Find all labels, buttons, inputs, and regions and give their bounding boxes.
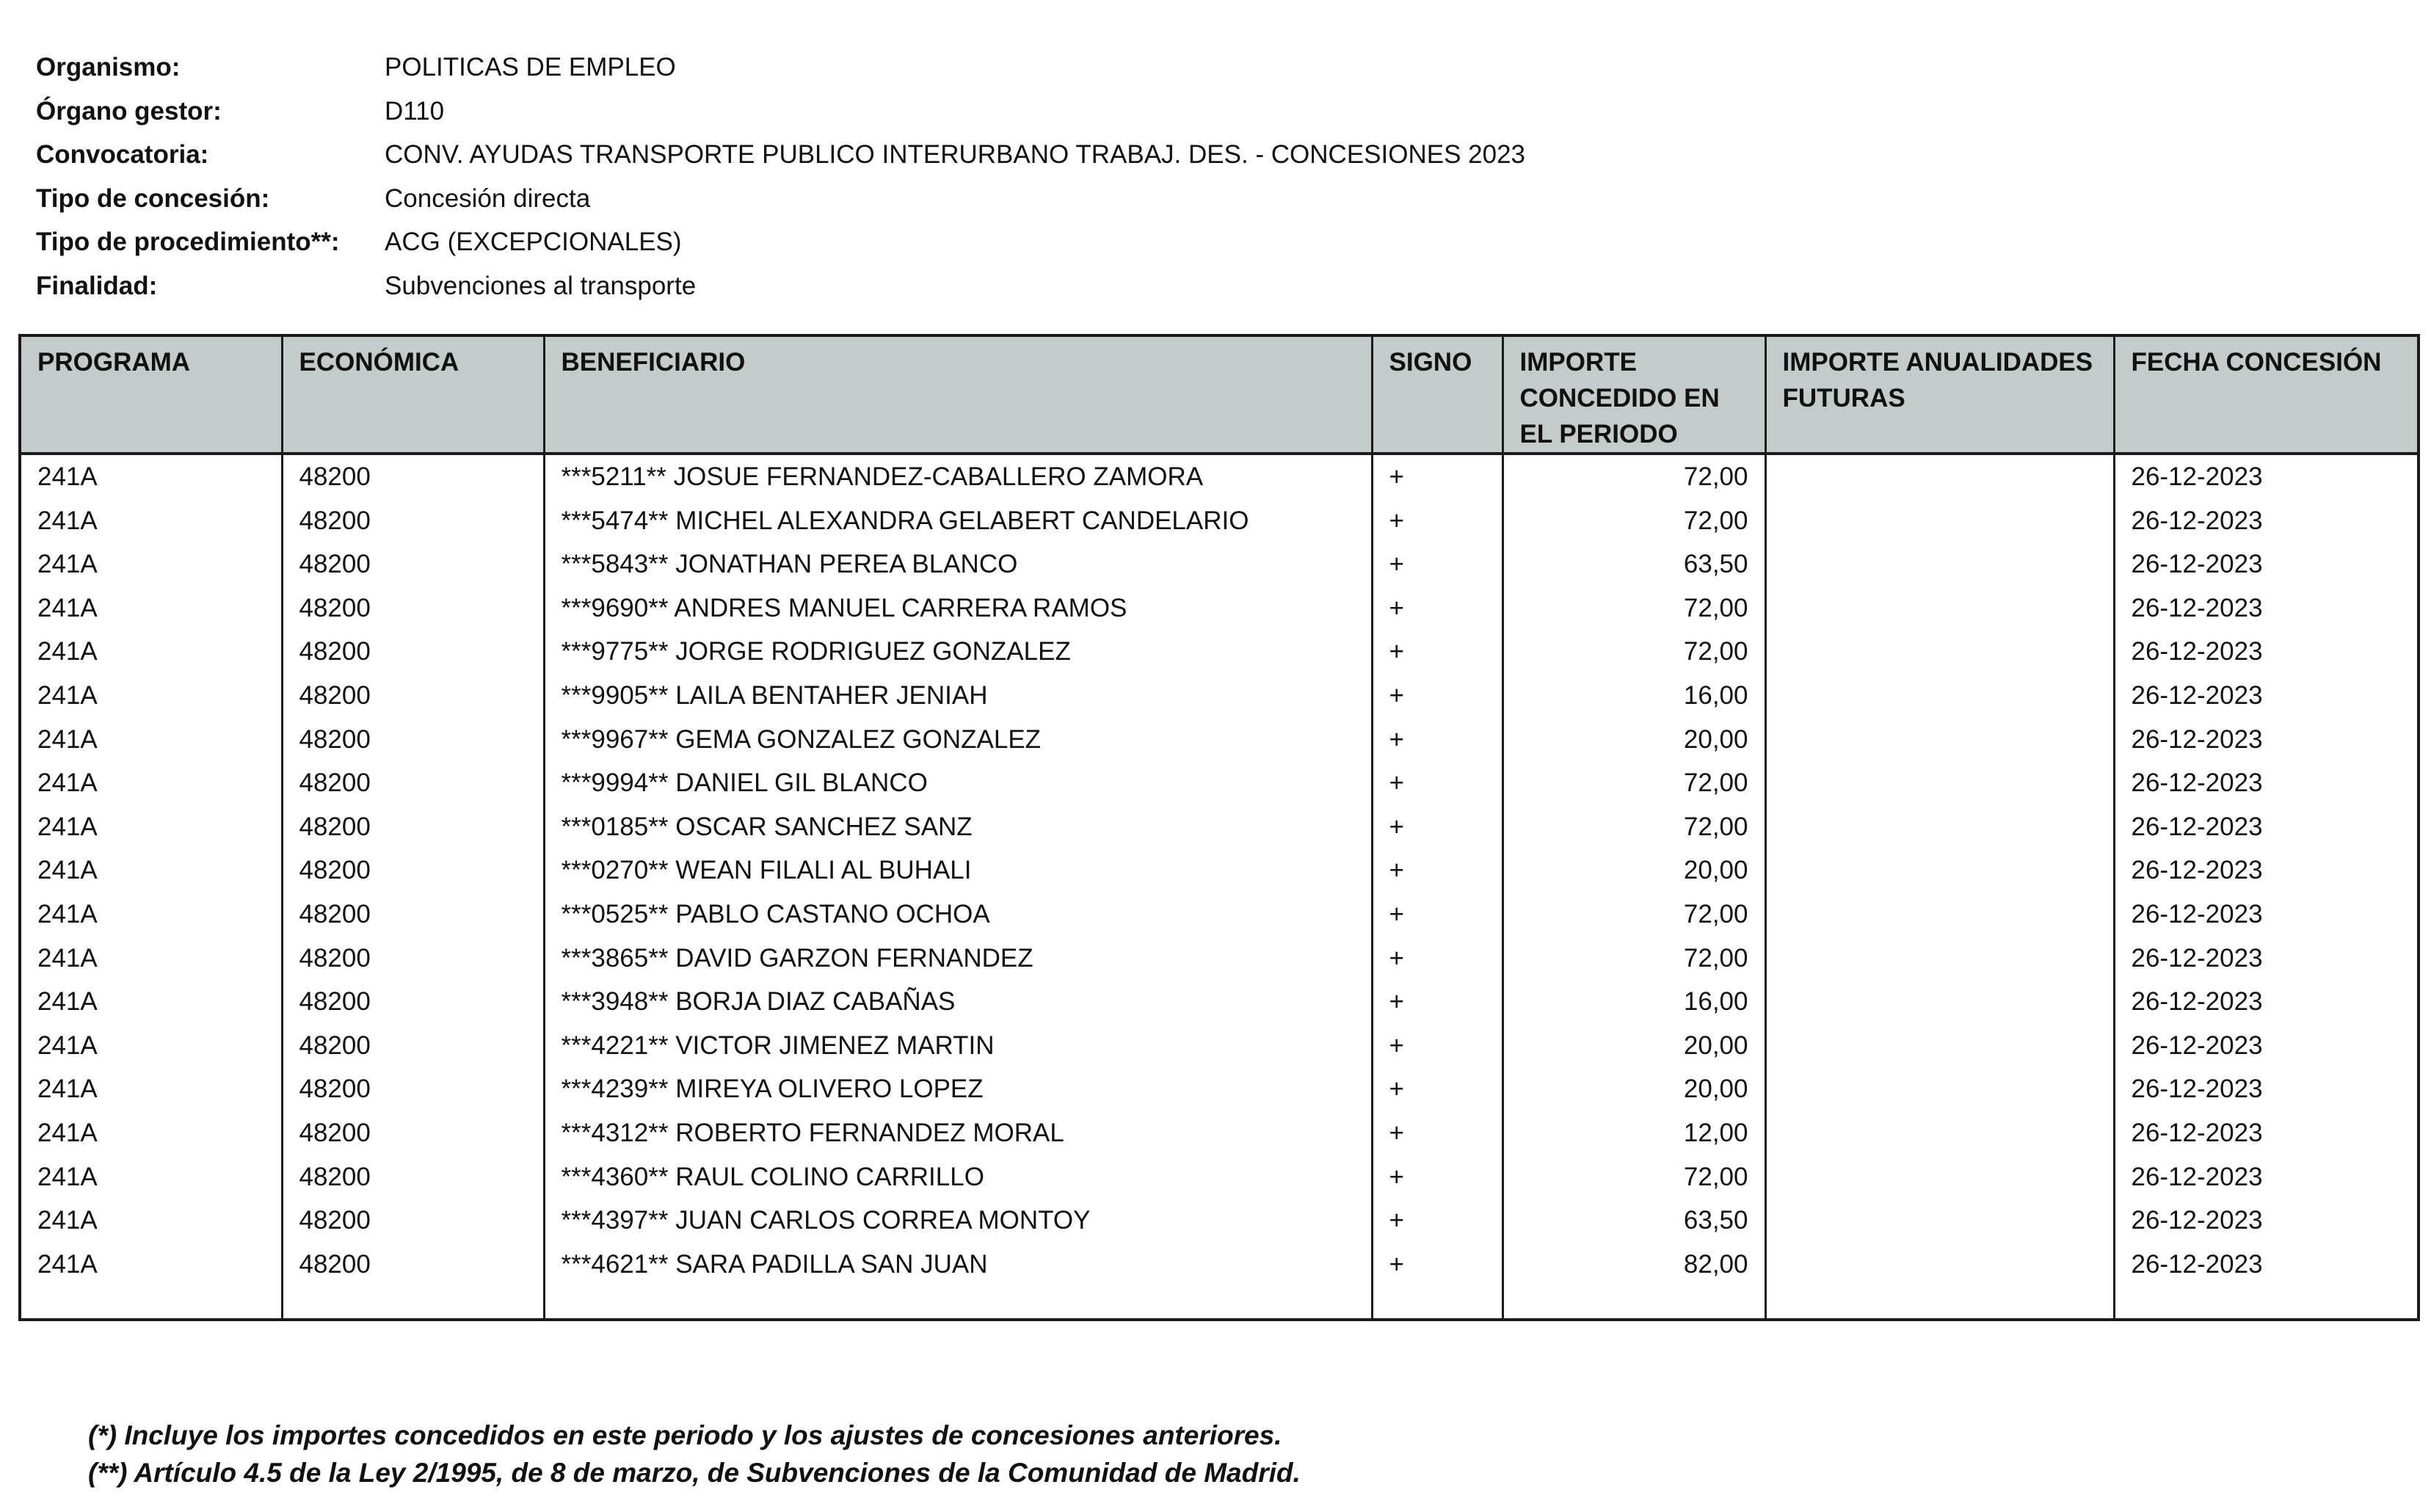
cell-programa: 241A: [20, 542, 282, 586]
cell-importe: 12,00: [1502, 1111, 1765, 1155]
cell-beneficiario: ***5211** JOSUE FERNANDEZ-CABALLERO ZAMORA: [544, 454, 1372, 499]
cell-signo: +: [1372, 1024, 1502, 1068]
table-row: [20, 1067, 2419, 1111]
column-header-fecha: FECHA CONCESIÓN: [2114, 335, 2419, 454]
column-header-importe-futuras: IMPORTE ANUALIDADES FUTURAS: [1765, 335, 2114, 454]
cell-beneficiario: ***3865** DAVID GARZON FERNANDEZ: [544, 937, 1372, 981]
cell-programa: 241A: [20, 1024, 282, 1068]
cell-beneficiario: ***0270** WEAN FILALI AL BUHALI: [544, 848, 1372, 893]
cell-importe-futuras: [1765, 586, 2114, 630]
cell-importe-futuras: [1765, 542, 2114, 586]
field-value: D110: [385, 96, 445, 126]
cell-importe-futuras: [1765, 1243, 2114, 1287]
footnote: (**) Artículo 4.5 de la Ley 2/1995, de 8 de marzo, de Subvenciones de la Comunidad de Madrid.: [88, 1458, 1301, 1488]
cell-economica: 48200: [282, 937, 544, 981]
cell-importe: 82,00: [1502, 1243, 1765, 1287]
cell-fecha: 26-12-2023: [2114, 1243, 2419, 1287]
cell-importe: 20,00: [1502, 1024, 1765, 1068]
cell-programa: 241A: [20, 805, 282, 849]
cell-signo: +: [1372, 848, 1502, 893]
table-row: [20, 1243, 2419, 1287]
cell-signo: +: [1372, 761, 1502, 805]
cell-importe: 72,00: [1502, 630, 1765, 674]
empty-cell: [20, 1286, 282, 1320]
cell-importe-futuras: [1765, 674, 2114, 718]
cell-programa: 241A: [20, 499, 282, 543]
cell-economica: 48200: [282, 674, 544, 718]
cell-fecha: 26-12-2023: [2114, 937, 2419, 981]
cell-beneficiario: ***4360** RAUL COLINO CARRILLO: [544, 1155, 1372, 1199]
cell-signo: +: [1372, 499, 1502, 543]
cell-importe-futuras: [1765, 1111, 2114, 1155]
cell-importe-futuras: [1765, 718, 2114, 762]
cell-fecha: 26-12-2023: [2114, 718, 2419, 762]
cell-programa: 241A: [20, 761, 282, 805]
cell-fecha: 26-12-2023: [2114, 1199, 2419, 1243]
cell-beneficiario: ***4397** JUAN CARLOS CORREA MONTOY: [544, 1199, 1372, 1243]
cell-signo: +: [1372, 1243, 1502, 1287]
cell-importe: 63,50: [1502, 542, 1765, 586]
cell-signo: +: [1372, 1111, 1502, 1155]
cell-fecha: 26-12-2023: [2114, 761, 2419, 805]
cell-importe: 72,00: [1502, 805, 1765, 849]
cell-beneficiario: ***4621** SARA PADILLA SAN JUAN: [544, 1243, 1372, 1287]
cell-beneficiario: ***9775** JORGE RODRIGUEZ GONZALEZ: [544, 630, 1372, 674]
cell-economica: 48200: [282, 805, 544, 849]
cell-signo: +: [1372, 980, 1502, 1024]
cell-signo: +: [1372, 1155, 1502, 1199]
cell-beneficiario: ***0525** PABLO CASTANO OCHOA: [544, 893, 1372, 937]
cell-economica: 48200: [282, 761, 544, 805]
cell-economica: 48200: [282, 454, 544, 499]
cell-programa: 241A: [20, 586, 282, 630]
cell-importe: 72,00: [1502, 937, 1765, 981]
table-row: [20, 893, 2419, 937]
cell-fecha: 26-12-2023: [2114, 980, 2419, 1024]
cell-fecha: 26-12-2023: [2114, 542, 2419, 586]
cell-fecha: 26-12-2023: [2114, 848, 2419, 893]
cell-importe-futuras: [1765, 1199, 2114, 1243]
field-label: Finalidad:: [36, 271, 158, 300]
cell-importe-futuras: [1765, 893, 2114, 937]
field-value: POLITICAS DE EMPLEO: [385, 53, 676, 81]
cell-importe-futuras: [1765, 1155, 2114, 1199]
column-header-economica: ECONÓMICA: [282, 335, 544, 454]
cell-fecha: 26-12-2023: [2114, 893, 2419, 937]
cell-importe: 72,00: [1502, 1155, 1765, 1199]
cell-importe: 63,50: [1502, 1199, 1765, 1243]
cell-fecha: 26-12-2023: [2114, 454, 2419, 499]
field-label: Tipo de concesión:: [36, 183, 270, 213]
cell-importe-futuras: [1765, 454, 2114, 499]
cell-importe: 72,00: [1502, 454, 1765, 499]
empty-cell: [1502, 1286, 1765, 1320]
cell-economica: 48200: [282, 1243, 544, 1287]
cell-importe: 16,00: [1502, 674, 1765, 718]
empty-cell: [1765, 1286, 2114, 1320]
cell-programa: 241A: [20, 454, 282, 499]
table-row: [20, 805, 2419, 849]
field-organismo: [36, 46, 1525, 90]
cell-fecha: 26-12-2023: [2114, 1067, 2419, 1111]
cell-programa: 241A: [20, 674, 282, 718]
table-row: [20, 499, 2419, 543]
column-header-programa: PROGRAMA: [20, 335, 282, 454]
cell-importe-futuras: [1765, 805, 2114, 849]
footnote: (*) Incluye los importes concedidos en este periodo y los ajustes de concesiones anteriores.: [88, 1420, 1282, 1450]
cell-programa: 241A: [20, 1111, 282, 1155]
column-header-signo: SIGNO: [1372, 335, 1502, 454]
cell-beneficiario: ***0185** OSCAR SANCHEZ SANZ: [544, 805, 1372, 849]
cell-signo: +: [1372, 630, 1502, 674]
cell-signo: +: [1372, 893, 1502, 937]
cell-economica: 48200: [282, 1155, 544, 1199]
table-row: [20, 454, 2419, 499]
cell-importe-futuras: [1765, 1024, 2114, 1068]
table-row: [20, 586, 2419, 630]
table-row: [20, 848, 2419, 893]
cell-importe: 72,00: [1502, 586, 1765, 630]
cell-economica: 48200: [282, 980, 544, 1024]
cell-programa: 241A: [20, 937, 282, 981]
cell-signo: +: [1372, 805, 1502, 849]
cell-signo: +: [1372, 1067, 1502, 1111]
table-row: [20, 1024, 2419, 1068]
table-row: [20, 1111, 2419, 1155]
cell-programa: 241A: [20, 1067, 282, 1111]
cell-signo: +: [1372, 542, 1502, 586]
cell-programa: 241A: [20, 1243, 282, 1287]
field-tipo-procedimiento: [36, 220, 1525, 264]
cell-fecha: 26-12-2023: [2114, 1111, 2419, 1155]
cell-beneficiario: ***9994** DANIEL GIL BLANCO: [544, 761, 1372, 805]
cell-signo: +: [1372, 586, 1502, 630]
table-row: [20, 542, 2419, 586]
field-value: CONV. AYUDAS TRANSPORTE PUBLICO INTERURBANO TRABAJ. DES. - CONCESIONES 2023: [385, 140, 1526, 169]
field-value: ACG (EXCEPCIONALES): [385, 228, 682, 256]
cell-fecha: 26-12-2023: [2114, 499, 2419, 543]
cell-beneficiario: ***5474** MICHEL ALEXANDRA GELABERT CANDELARIO: [544, 499, 1372, 543]
field-tipo-concesion: [36, 177, 1525, 221]
cell-beneficiario: ***5843** JONATHAN PEREA BLANCO: [544, 542, 1372, 586]
cell-importe: 20,00: [1502, 848, 1765, 893]
empty-cell: [1372, 1286, 1502, 1320]
cell-programa: 241A: [20, 1199, 282, 1243]
cell-signo: +: [1372, 937, 1502, 981]
field-value: Concesión directa: [385, 183, 591, 213]
cell-programa: 241A: [20, 980, 282, 1024]
cell-programa: 241A: [20, 1155, 282, 1199]
field-value: Subvenciones al transporte: [385, 271, 697, 300]
cell-economica: 48200: [282, 586, 544, 630]
empty-cell: [282, 1286, 544, 1320]
table-row: [20, 761, 2419, 805]
document-header: [36, 46, 1525, 308]
cell-economica: 48200: [282, 1067, 544, 1111]
cell-importe: 20,00: [1502, 1067, 1765, 1111]
footnotes: [88, 1417, 1301, 1491]
cell-economica: 48200: [282, 1199, 544, 1243]
table-row: [20, 1155, 2419, 1199]
cell-beneficiario: ***9690** ANDRES MANUEL CARRERA RAMOS: [544, 586, 1372, 630]
field-label: Órgano gestor:: [36, 96, 222, 126]
field-organo-gestor: [36, 90, 1525, 134]
empty-cell: [544, 1286, 1372, 1320]
cell-importe: 72,00: [1502, 893, 1765, 937]
cell-economica: 48200: [282, 1024, 544, 1068]
cell-importe: 20,00: [1502, 718, 1765, 762]
table-filler-row: [20, 1286, 2419, 1320]
field-label: Organismo:: [36, 53, 181, 81]
cell-beneficiario: ***9967** GEMA GONZALEZ GONZALEZ: [544, 718, 1372, 762]
field-label: Convocatoria:: [36, 140, 209, 169]
table-body: [20, 454, 2419, 1320]
table-row: [20, 718, 2419, 762]
cell-fecha: 26-12-2023: [2114, 630, 2419, 674]
table-header-row: [20, 335, 2419, 454]
cell-importe-futuras: [1765, 980, 2114, 1024]
table-row: [20, 937, 2419, 981]
cell-economica: 48200: [282, 848, 544, 893]
cell-fecha: 26-12-2023: [2114, 1024, 2419, 1068]
cell-signo: +: [1372, 1199, 1502, 1243]
cell-programa: 241A: [20, 848, 282, 893]
cell-importe: 72,00: [1502, 761, 1765, 805]
table-row: [20, 630, 2419, 674]
field-label: Tipo de procedimiento**:: [36, 228, 340, 256]
cell-beneficiario: ***4221** VICTOR JIMENEZ MARTIN: [544, 1024, 1372, 1068]
table-row: [20, 674, 2419, 718]
cell-economica: 48200: [282, 718, 544, 762]
cell-programa: 241A: [20, 893, 282, 937]
column-header-importe-periodo: IMPORTE CONCEDIDO EN EL PERIODO: [1502, 335, 1765, 454]
cell-importe: 72,00: [1502, 499, 1765, 543]
cell-fecha: 26-12-2023: [2114, 805, 2419, 849]
cell-signo: +: [1372, 718, 1502, 762]
field-convocatoria: [36, 133, 1525, 177]
cell-importe-futuras: [1765, 848, 2114, 893]
field-finalidad: [36, 264, 1525, 308]
cell-beneficiario: ***4239** MIREYA OLIVERO LOPEZ: [544, 1067, 1372, 1111]
cell-beneficiario: ***4312** ROBERTO FERNANDEZ MORAL: [544, 1111, 1372, 1155]
table-row: [20, 980, 2419, 1024]
cell-economica: 48200: [282, 499, 544, 543]
cell-signo: +: [1372, 454, 1502, 499]
cell-importe-futuras: [1765, 499, 2114, 543]
cell-beneficiario: ***3948** BORJA DIAZ CABAÑAS: [544, 980, 1372, 1024]
column-header-beneficiario: BENEFICIARIO: [544, 335, 1372, 454]
cell-economica: 48200: [282, 1111, 544, 1155]
cell-programa: 241A: [20, 718, 282, 762]
cell-fecha: 26-12-2023: [2114, 674, 2419, 718]
cell-programa: 241A: [20, 630, 282, 674]
empty-cell: [2114, 1286, 2419, 1320]
cell-fecha: 26-12-2023: [2114, 586, 2419, 630]
cell-economica: 48200: [282, 630, 544, 674]
cell-importe-futuras: [1765, 937, 2114, 981]
table-row: [20, 1199, 2419, 1243]
cell-signo: +: [1372, 674, 1502, 718]
cell-importe-futuras: [1765, 1067, 2114, 1111]
cell-importe-futuras: [1765, 761, 2114, 805]
cell-beneficiario: ***9905** LAILA BENTAHER JENIAH: [544, 674, 1372, 718]
cell-economica: 48200: [282, 542, 544, 586]
cell-importe-futuras: [1765, 630, 2114, 674]
cell-importe: 16,00: [1502, 980, 1765, 1024]
cell-economica: 48200: [282, 893, 544, 937]
grants-table: [18, 334, 2420, 1321]
cell-fecha: 26-12-2023: [2114, 1155, 2419, 1199]
